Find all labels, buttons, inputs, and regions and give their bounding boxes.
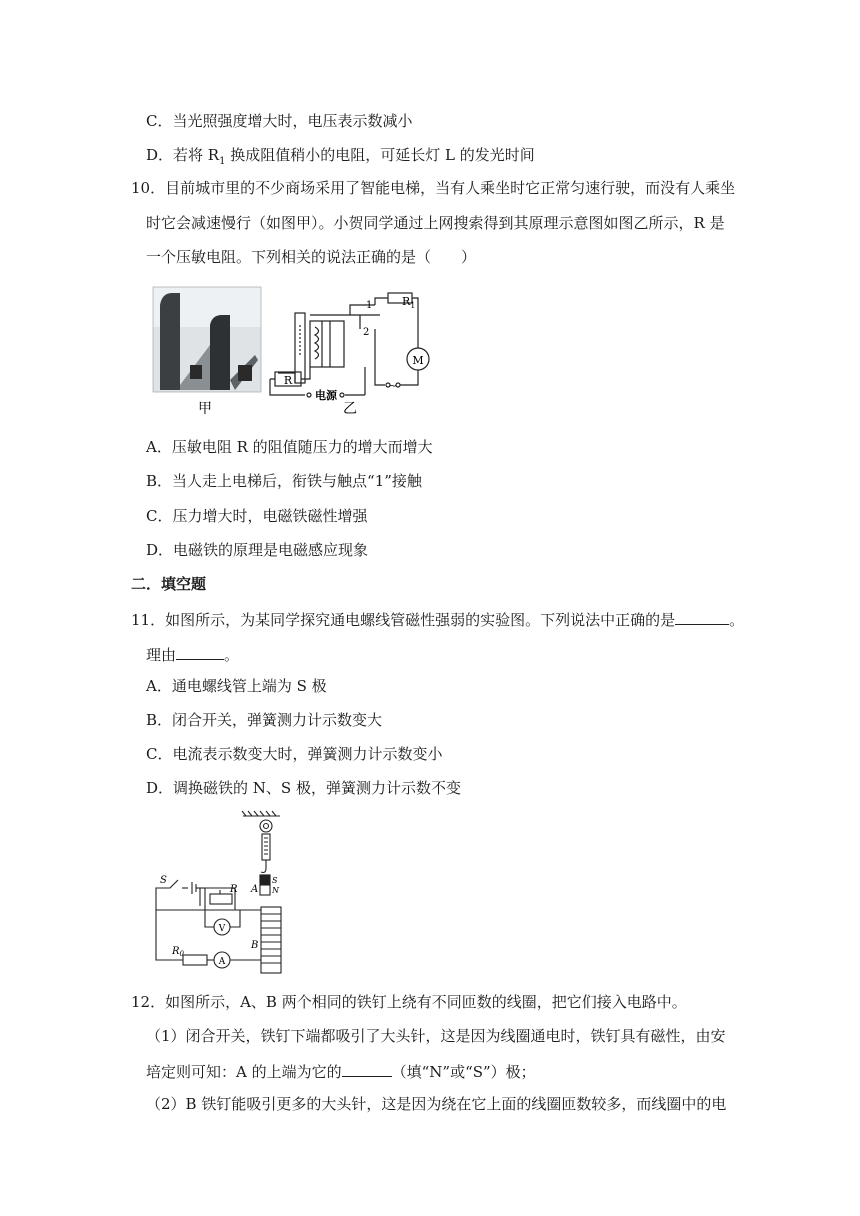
fig-rheostat-r: R <box>230 884 238 895</box>
fig-r0-label: $R_0$ <box>172 946 184 958</box>
fig-motor-m: M <box>412 354 424 367</box>
fig-label-jia: 甲 <box>198 401 212 417</box>
q10-stem-line2: 时它会减速慢行（如图甲）。小贺同学通过上网搜索得到其原理示意图如图乙所示，R 是 <box>146 214 725 232</box>
fig-ac-symbol: ~ <box>388 381 398 392</box>
q11-reason-label: 理由 <box>146 646 177 664</box>
q11-reason-blank[interactable] <box>176 643 224 660</box>
fig-ammeter-a: A <box>218 957 226 967</box>
q11-option-a: A．通电螺线管上端为 S 极 <box>146 677 327 695</box>
q10-option-b: B．当人走上电梯后，衔铁与触点“1”接触 <box>146 472 422 490</box>
q12-part1-end: （填“N”或“S”）极； <box>391 1063 536 1081</box>
q9-option-c: C．当光照强度增大时，电压表示数减小 <box>146 112 413 130</box>
q11-figure <box>150 810 290 980</box>
q10-option-c: C．压力增大时，电磁铁磁性增强 <box>146 507 368 525</box>
fig-r1-label: $R_1$ <box>402 295 416 310</box>
q11-answer-blank[interactable] <box>675 608 729 625</box>
fig-power-label: 电源 <box>315 389 337 402</box>
q11-option-d: D．调换磁铁的 N、S 极，弹簧测力计示数不变 <box>146 779 461 797</box>
fig-contact-2: 2 <box>363 327 370 338</box>
q10-stem-line1: 10．目前城市里的不少商场采用了智能电梯，当有人乘坐时它正常匀速行驶，而没有人乘坐 <box>131 179 736 197</box>
q9-option-d <box>146 145 535 172</box>
fig-switch-s: S <box>160 875 167 886</box>
q12-part1-blank[interactable] <box>342 1060 392 1077</box>
q12-part1-line2 <box>146 1060 536 1082</box>
section-title-fill-in: 二．填空题 <box>131 575 207 593</box>
q11-stem-line1 <box>131 608 744 630</box>
q11-stem-end: 。 <box>729 611 745 629</box>
q10-option-a: A．压敏电阻 R 的阻值随压力的增大而增大 <box>146 438 433 456</box>
q10-stem-line3: 一个压敏电阻。下列相关的说法正确的是（ ） <box>146 248 477 266</box>
q12-stem: 12．如图所示，A、B 两个相同的铁钉上绕有不同匝数的线圈，把它们接入电路中。 <box>131 993 687 1011</box>
fig-magnet-a: A <box>251 884 259 895</box>
fig-contact-1: 1 <box>366 300 373 311</box>
q10-option-d: D．电磁铁的原理是电磁感应现象 <box>146 541 369 559</box>
fig-pole-s: S <box>272 876 278 885</box>
q11-option-b: B．闭合开关，弹簧测力计示数变大 <box>146 711 383 729</box>
fig-pole-n: N <box>272 886 279 895</box>
fig-voltmeter-v: V <box>218 924 226 934</box>
q9-option-d-sub: 1 <box>219 156 226 167</box>
q9-option-d-pre: D．若将 R <box>146 146 220 164</box>
q11-reason-end: 。 <box>224 646 240 664</box>
q10-figure <box>150 285 450 420</box>
q11-stem-text: 11．如图所示，为某同学探究通电螺线管磁性强弱的实验图。下列说法中正确的是 <box>131 611 676 629</box>
q12-part1-line1: （1）闭合开关，铁钉下端都吸引了大头针，这是因为线圈通电时，铁钉具有磁性，由安 <box>146 1027 726 1045</box>
q12-part2-line1: （2）B 铁钉能吸引更多的大头针，这是因为绕在它上面的线圈匝数较多，而线圈中的电 <box>146 1095 727 1113</box>
q12-part1-text: 培定则可知：A 的上端为它的 <box>146 1063 342 1081</box>
q9-option-d-post: 换成阻值稍小的电阻，可延长灯 L 的发光时间 <box>225 146 535 164</box>
relay-circuit <box>270 293 429 397</box>
fig-label-yi: 乙 <box>343 401 357 417</box>
fig-r-label: R <box>283 374 293 387</box>
q11-stem-line2 <box>146 643 239 665</box>
escalator-photo <box>153 287 261 392</box>
fig-solenoid-b: B <box>251 940 259 951</box>
q11-option-c: C．电流表示数变大时，弹簧测力计示数变小 <box>146 745 443 763</box>
